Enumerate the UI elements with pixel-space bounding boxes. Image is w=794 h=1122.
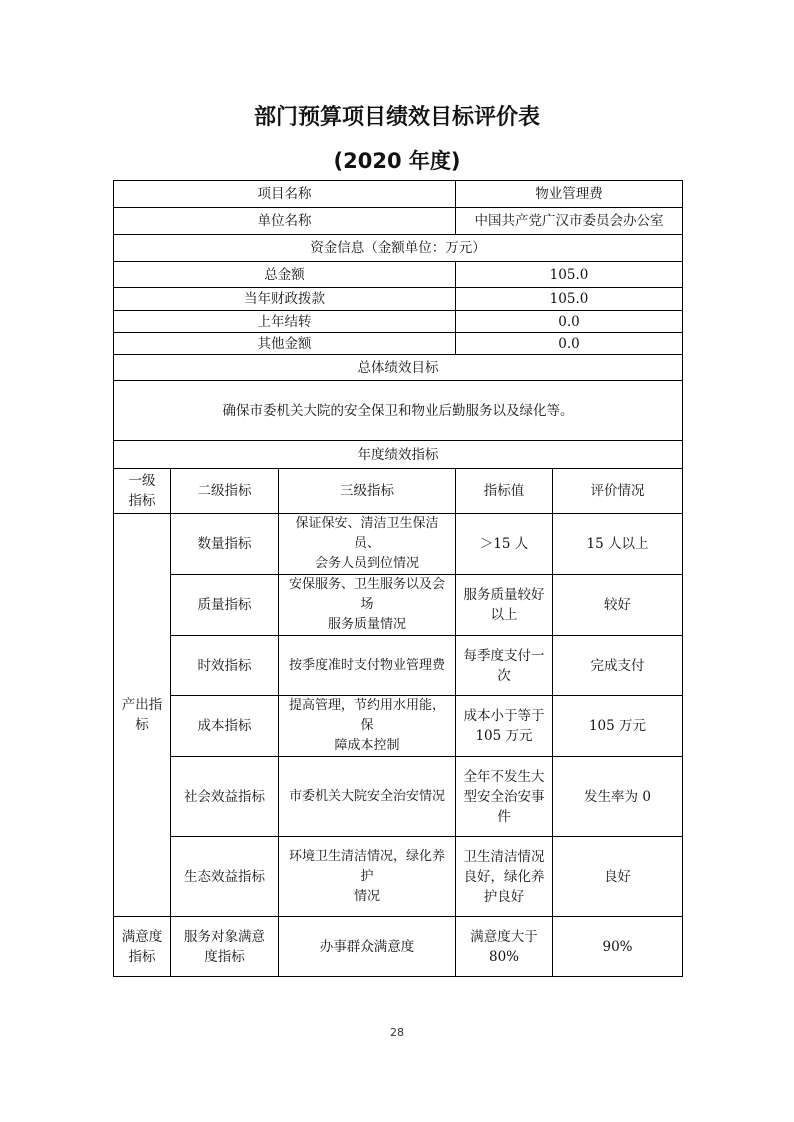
unit-name-label: 单位名称 xyxy=(114,208,456,235)
level2-indicator: 服务对象满意 度指标 xyxy=(171,917,279,977)
fund-label: 当年财政拨款 xyxy=(114,288,456,311)
column-header: 二级指标 xyxy=(171,469,279,514)
fund-label: 上年结转 xyxy=(114,311,456,333)
indicator-value: 全年不发生大 型安全治安事 件 xyxy=(456,757,553,837)
fund-value: 0.0 xyxy=(456,333,683,355)
unit-name-value: 中国共产党广汉市委员会办公室 xyxy=(456,208,683,235)
fund-value: 0.0 xyxy=(456,311,683,333)
year-subtitle: (2020 年度) xyxy=(333,149,461,173)
performance-table xyxy=(113,180,683,977)
level3-indicator: 安保服务、卫生服务以及会场 服务质量情况 xyxy=(279,575,456,636)
evaluation: 90% xyxy=(553,917,683,977)
level2-indicator: 时效指标 xyxy=(171,636,279,696)
evaluation: 完成支付 xyxy=(553,636,683,696)
level3-indicator: 办事群众满意度 xyxy=(279,917,456,977)
output-group-label: 产出指 标 xyxy=(114,514,171,917)
page-number: 28 xyxy=(390,1026,404,1039)
column-header: 指标值 xyxy=(456,469,553,514)
indicator-value: 每季度支付一 次 xyxy=(456,636,553,696)
fund-value: 105.0 xyxy=(456,262,683,288)
fund-label: 总金额 xyxy=(114,262,456,288)
indicator-value: 成本小于等于 105 万元 xyxy=(456,696,553,757)
annual-indicators-header: 年度绩效指标 xyxy=(114,441,683,469)
project-name-value: 物业管理费 xyxy=(456,181,683,208)
project-name-label: 项目名称 xyxy=(114,181,456,208)
level2-indicator: 质量指标 xyxy=(171,575,279,636)
overall-goal-header: 总体绩效目标 xyxy=(114,355,683,381)
level3-indicator: 保证保安、清洁卫生保洁员、 会务人员到位情况 xyxy=(279,514,456,575)
level3-indicator: 提高管理，节约用水用能，保 障成本控制 xyxy=(279,696,456,757)
level3-indicator: 市委机关大院安全治安情况 xyxy=(279,757,456,837)
evaluation: 较好 xyxy=(553,575,683,636)
indicator-value: 卫生清洁情况 良好，绿化养 护良好 xyxy=(456,837,553,917)
column-header: 评价情况 xyxy=(553,469,683,514)
evaluation: 15 人以上 xyxy=(553,514,683,575)
evaluation: 良好 xyxy=(553,837,683,917)
evaluation: 105 万元 xyxy=(553,696,683,757)
level2-indicator: 成本指标 xyxy=(171,696,279,757)
level2-indicator: 生态效益指标 xyxy=(171,837,279,917)
fund-label: 其他金额 xyxy=(114,333,456,355)
evaluation: 发生率为 0 xyxy=(553,757,683,837)
fund-value: 105.0 xyxy=(456,288,683,311)
page-title: 部门预算项目绩效目标评价表 xyxy=(253,105,540,130)
indicator-value: 服务质量较好 以上 xyxy=(456,575,553,636)
column-header: 一级 指标 xyxy=(114,469,171,514)
level2-indicator: 数量指标 xyxy=(171,514,279,575)
column-header: 三级指标 xyxy=(279,469,456,514)
satisfaction-group-label: 满意度 指标 xyxy=(114,917,171,977)
funding-header: 资金信息（金额单位：万元） xyxy=(114,235,683,262)
indicator-value: ＞15 人 xyxy=(456,514,553,575)
overall-goal-text: 确保市委机关大院的安全保卫和物业后勤服务以及绿化等。 xyxy=(114,381,683,441)
level3-indicator: 环境卫生清洁情况，绿化养护 情况 xyxy=(279,837,456,917)
level2-indicator: 社会效益指标 xyxy=(171,757,279,837)
level3-indicator: 按季度准时支付物业管理费 xyxy=(279,636,456,696)
indicator-value: 满意度大于 80% xyxy=(456,917,553,977)
